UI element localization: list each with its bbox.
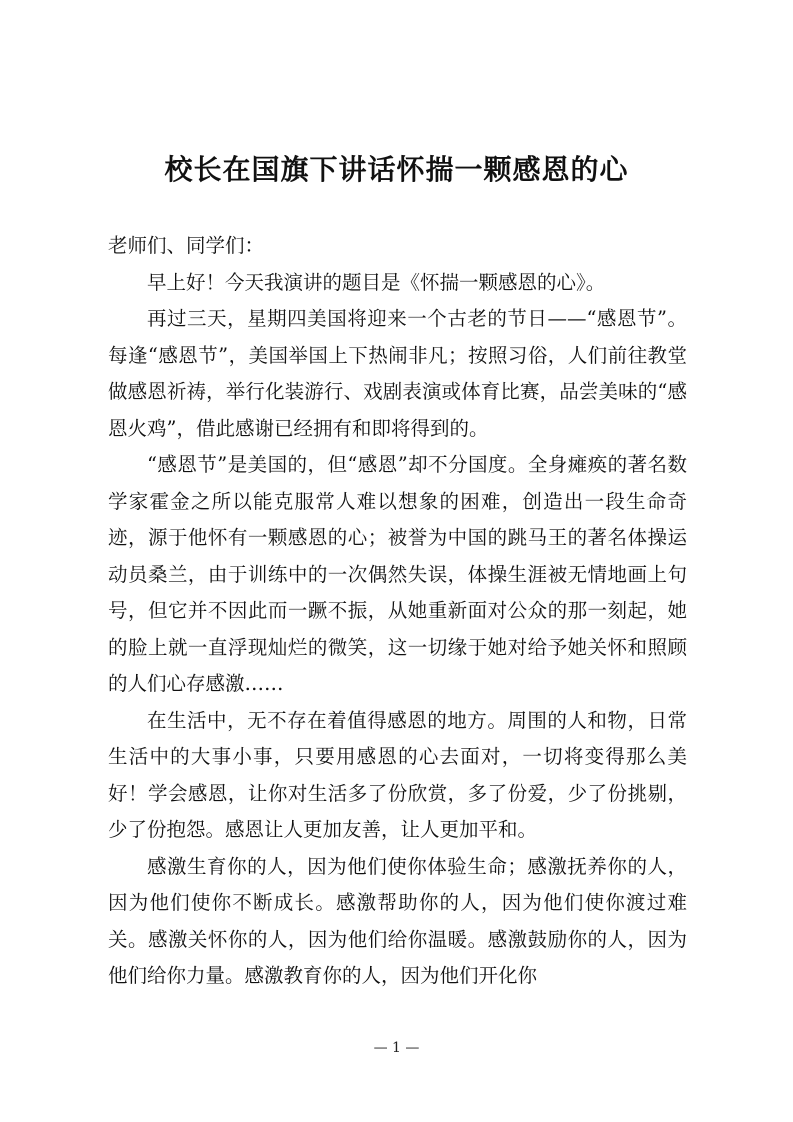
salutation: 老师们、同学们： xyxy=(108,234,265,257)
paragraph-greeting: 早上好！今天我演讲的题目是《怀揣一颗感恩的心》。 xyxy=(147,270,606,294)
paragraph-gratitude-list: 感激生育你的人，因为他们使你体验生命；感激抚养你的人，因为他们使你不断成长。感激帮助你的人，因为他们使你渡过难关。感激关怀你的人，因为他们给你温暖。感激鼓励你的人，因为他们给你力量。感激教育你的人，因为他们开化你 xyxy=(108,854,687,987)
page-number: — 1 — xyxy=(373,1040,420,1056)
paragraph-daily-life: 在生活中，无不存在着值得感恩的地方。周围的人和物，日常生活中的大事小事，只要用感恩的心去面对，一切将变得那么美好！学会感恩，让你对生活多了份欣赏，多了份爱，少了份挑剔，少了份抱怨。感恩让人更加友善，让人更加平和。 xyxy=(108,708,687,841)
document-body xyxy=(108,228,687,995)
document-title: 校长在国旗下讲话怀揣一颗感恩的心 xyxy=(164,153,629,186)
paragraph-examples: “感恩节”是美国的，但“感恩”却不分国度。全身瘫痪的著名数学家霍金之所以能克服常人难以想象的困难，创造出一段生命奇迹，源于他怀有一颗感恩的心；被誉为中国的跳马王的著名体操运动员桑兰，由于训练中的一次偶然失误，体操生涯被无情地画上句号，但它并不因此而一蹶不振，从她重新面对公众的那一刻起，她的脸上就一直浮现灿烂的微笑，这一切缘于她对给予她关怀和照顾的人们心存感激…… xyxy=(108,453,687,695)
paragraph-thanksgiving: 再过三天，星期四美国将迎来一个古老的节日——“感恩节”。每逢“感恩节”，美国举国上下热闹非凡；按照习俗，人们前往教堂做感恩祈祷，举行化装游行、戏剧表演或体育比赛，品尝美味的“感恩火鸡”，借此感谢已经拥有和即将得到的。 xyxy=(108,307,687,440)
